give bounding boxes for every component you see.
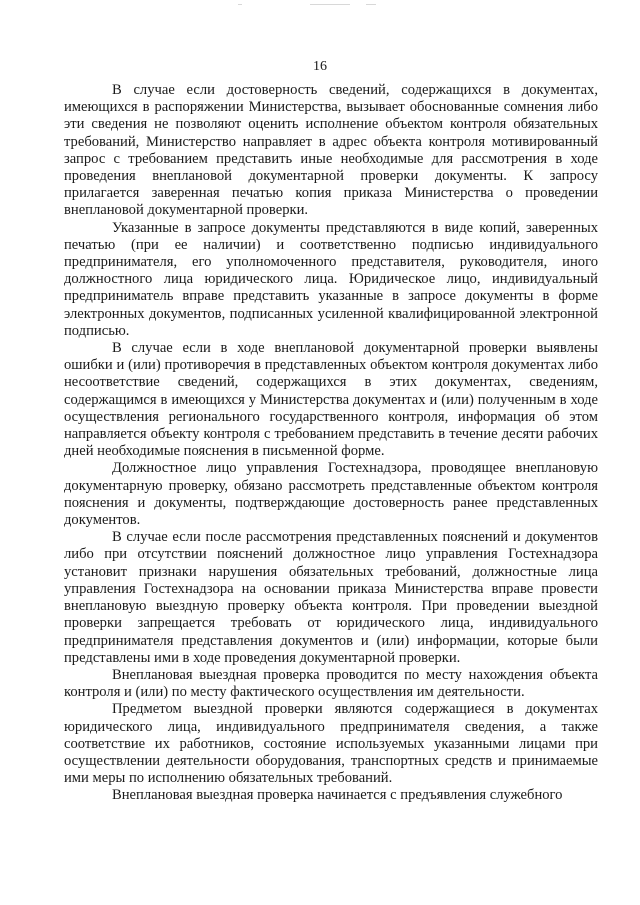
scan-artifact: [238, 4, 242, 5]
document-body: [64, 82, 598, 805]
scan-artifact: [366, 4, 376, 5]
paragraph: Внеплановая выездная проверка начинается с предъявления служебного: [112, 787, 563, 804]
page-number: 16: [313, 59, 327, 74]
paragraph: В случае если в ходе внеплановой документарной проверки выявлены ошибки и (или) противоречия в представленных объектом контроля документах либо несоответствие сведений, содержащихся в этих документах, сведениям, содержащимся в имеющихся у Министерства документах и (или) полученным в ходе осуществления регионального государственного контроля, информация об этом направляется объекту контроля с требованием представить в течение десяти рабочих дней необходимые пояснения в письменной форме.: [64, 340, 598, 460]
paragraph: Внеплановая выездная проверка проводится по месту нахождения объекта контроля и (или) по месту фактического осуществления им деятельности.: [64, 666, 598, 701]
paragraph: Должностное лицо управления Гостехнадзора, проводящее внеплановую документарную проверку, обязано рассмотреть представленные объектом контроля пояснения и документы, подтверждающие достоверность ранее представленных документов.: [64, 460, 598, 529]
paragraph: В случае если после рассмотрения представленных пояснений и документов либо при отсутствии пояснений должностное лицо управления Гостехнадзора установит признаки нарушения обязательных требований, должностные лица управления Гостехнадзора на основании приказа Министерства вправе провести внеплановую выездную проверку объекта контроля. При проведении выездной проверки запрещается требовать от юридического лица, индивидуального предпринимателя представления документов и (или) информации, которые были представлены ими в ходе проведения документарной проверки.: [64, 529, 598, 666]
paragraph: В случае если достоверность сведений, содержащихся в документах, имеющихся в распоряжении Министерства, вызывает обоснованные сомнения либо эти сведения не позволяют оценить исполнение объектом контроля обязательных требований, Министерство направляет в адрес объекта контроля мотивированный запрос с требованием представить иные необходимые для рассмотрения в ходе проведения внеплановой документарной проверки документы. К запросу прилагается заверенная печатью копия приказа Министерства о проведении внеплановой документарной проверки.: [64, 82, 598, 219]
scan-artifact: [310, 4, 350, 5]
paragraph: Предметом выездной проверки являются содержащиеся в документах юридического лица, индивидуального предпринимателя сведения, а также соответствие их работников, состояние используемых указанными лицами при осуществлении деятельности оборудования, транспортных средств и принимаемые ими меры по исполнению обязательных требований.: [64, 701, 598, 787]
paragraph: Указанные в запросе документы представляются в виде копий, заверенных печатью (при ее наличии) и соответственно подписью индивидуального предпринимателя, его уполномоченного представителя, руководителя, иного должностного лица юридического лица. Юридическое лицо, индивидуальный предприниматель вправе представить указанные в запросе документы в форме электронных документов, подписанных усиленной квалифицированной электронной подписью.: [64, 219, 598, 339]
